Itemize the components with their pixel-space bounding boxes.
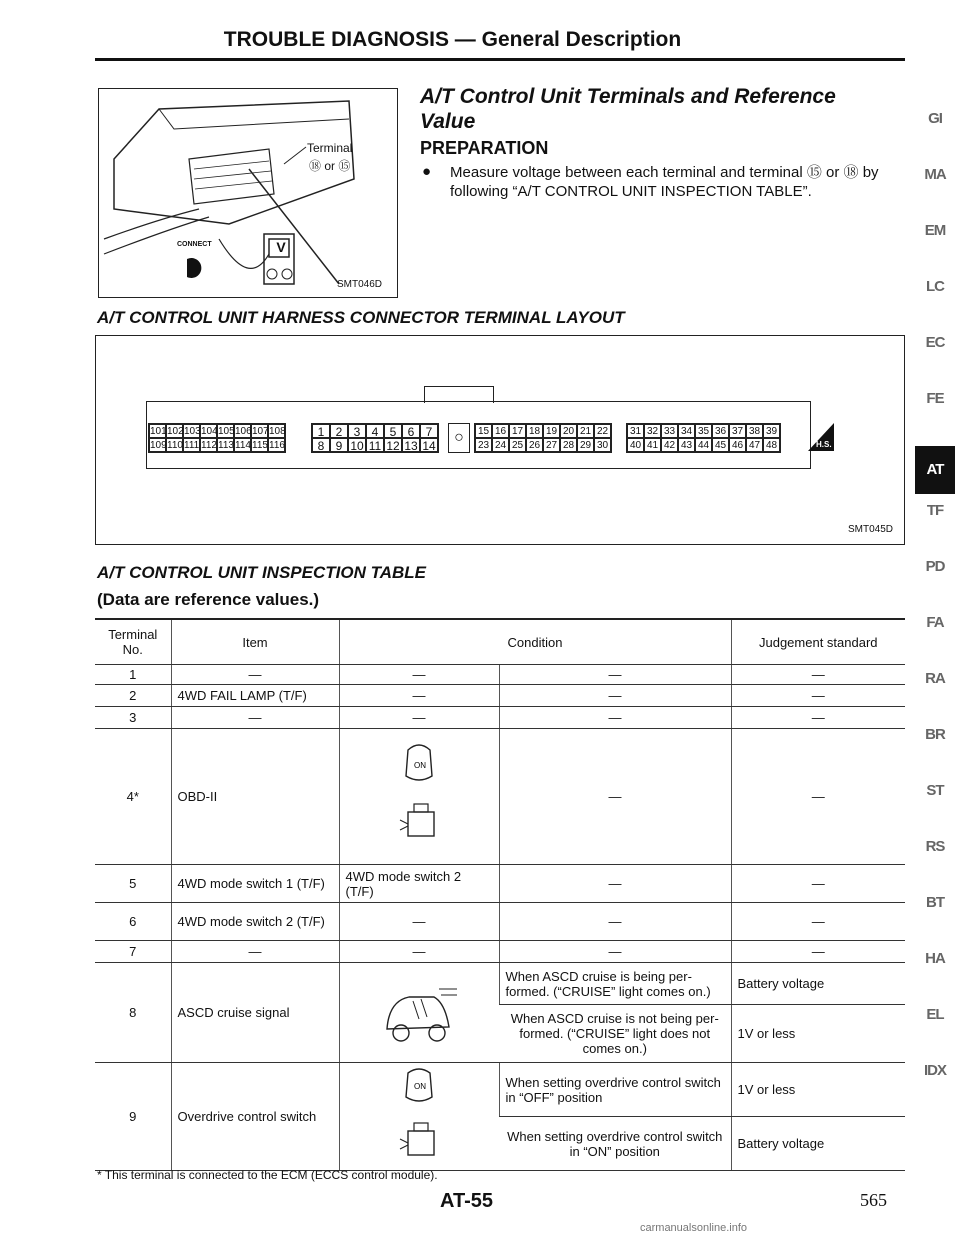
svg-text:ON: ON [414, 1082, 426, 1091]
table-caption: A/T CONTROL UNIT INSPECTION TABLE [97, 563, 426, 582]
connector-pin: 35 [695, 424, 712, 438]
terminal-no: 3 [95, 707, 171, 729]
svg-text:ON: ON [414, 761, 426, 770]
item-cell: OBD-II [171, 729, 339, 865]
item-cell: — [171, 941, 339, 963]
connector-pin: 14 [420, 438, 438, 452]
page-label: AT-55 [440, 1190, 493, 1212]
table-row [95, 685, 905, 707]
connector-pin: 48 [763, 438, 780, 452]
connector-pin: 2 [330, 424, 348, 438]
judgement-cell: 1V or less [731, 1005, 905, 1063]
terminal-no: 1 [95, 665, 171, 685]
connector-pin: 47 [746, 438, 763, 452]
connector-pin: 8 [312, 438, 330, 452]
connector-pin: 46 [729, 438, 746, 452]
connector-pin: 16 [492, 424, 509, 438]
ignition-on-and-engine-icon [394, 1065, 444, 1165]
connector-latch [424, 386, 494, 403]
connector-pin: 24 [492, 438, 509, 452]
side-tab-ec[interactable]: EC [925, 334, 945, 351]
condition-detail-cell: — [499, 903, 731, 941]
condition-cell: — [339, 665, 499, 685]
connector-pin: 43 [678, 438, 695, 452]
terminal-no: 5 [95, 865, 171, 903]
table-row [95, 941, 905, 963]
connector-pin: 21 [577, 424, 594, 438]
table-row [95, 707, 905, 729]
connector-pin: 109 [150, 440, 167, 451]
condition-detail-cell: — [499, 941, 731, 963]
connector-pin: 29 [577, 438, 594, 452]
connector-pin: 110 [167, 440, 183, 451]
condition-detail-cell: When ASCD cruise is being per- formed. (“CRUISE” light comes on.) [499, 963, 731, 1005]
side-tab-idx[interactable]: IDX [923, 1062, 946, 1079]
side-tab-bt[interactable]: BT [926, 894, 944, 911]
section-title: A/T Control Unit Terminals and Reference Value [420, 85, 836, 133]
side-tab-at[interactable]: AT [915, 446, 955, 494]
connector-block-31-48 [626, 423, 781, 453]
item-cell: 4WD mode switch 2 (T/F) [171, 903, 339, 941]
side-tab-lc[interactable]: LC [926, 278, 944, 295]
connector-key: ○ [448, 423, 470, 453]
connector-pin: 102 [167, 426, 184, 437]
terminal-no: 9 [95, 1063, 171, 1171]
side-tab-gi[interactable]: GI [928, 110, 942, 127]
header-judgement: Judgement standard [731, 619, 905, 665]
connector-pin: 13 [402, 438, 420, 452]
connector-pin: 104 [201, 426, 218, 437]
judgement-cell: Battery voltage [731, 1117, 905, 1171]
connector-pin: 32 [644, 424, 661, 438]
connector-pin: 115 [252, 440, 268, 451]
terminal-no: 2 [95, 685, 171, 707]
judgement-cell: Battery voltage [731, 963, 905, 1005]
connector-pin: 28 [560, 438, 577, 452]
connector-pin: 111 [184, 440, 200, 451]
control-unit-illustration [99, 89, 396, 296]
judgement-cell: — [731, 665, 905, 685]
connector-pin: 7 [420, 424, 438, 438]
judgement-cell: — [731, 865, 905, 903]
connector-pin: 108 [269, 426, 286, 437]
condition-cell: — [339, 903, 499, 941]
item-cell: — [171, 707, 339, 729]
connector-pin: 37 [729, 424, 746, 438]
connector-pin: 39 [763, 424, 780, 438]
judgement-cell: 1V or less [731, 1063, 905, 1117]
connector-pin: 25 [509, 438, 526, 452]
connector-pin: 11 [366, 438, 384, 452]
preparation-bullet: Measure voltage between each terminal and terminal ⑮ or ⑱ by following “A/T CONTROL UNIT INSPECTION TABLE”. [450, 164, 879, 200]
ignition-icons-cell [339, 729, 499, 865]
item-cell: 4WD FAIL LAMP (T/F) [171, 685, 339, 707]
judgement-cell: — [731, 941, 905, 963]
connector-block-101-116 [148, 423, 286, 453]
connector-pin: 101 [150, 426, 167, 437]
terminal-no: 7 [95, 941, 171, 963]
figure1-code: SMT046D [337, 279, 383, 290]
terminal-no: 8 [95, 963, 171, 1063]
connector-pin: 45 [712, 438, 729, 452]
condition-detail-cell: When setting overdrive control switch in “OFF” position [499, 1063, 731, 1117]
condition-cell: — [339, 941, 499, 963]
ignition-on-and-engine-icon [394, 740, 444, 850]
table-row [95, 1063, 905, 1117]
connector-pin: 106 [235, 426, 252, 437]
connector-pin: 113 [218, 440, 234, 451]
page-number: 565 [860, 1190, 887, 1210]
connector-pin: 20 [560, 424, 577, 438]
figure-connector-layout [95, 335, 905, 545]
driving-icon-cell [339, 963, 499, 1063]
ignition-icons-cell [339, 1063, 499, 1171]
connector-pin: 103 [184, 426, 201, 437]
connector-pin: 34 [678, 424, 695, 438]
item-cell: ASCD cruise signal [171, 963, 339, 1063]
connector-pin: 30 [594, 438, 611, 452]
connector-pin: 36 [712, 424, 729, 438]
side-tab-ha[interactable]: HA [925, 950, 945, 967]
connector-pin: 1 [312, 424, 330, 438]
side-tab-pd[interactable]: PD [925, 558, 945, 575]
condition-detail-cell: — [499, 707, 731, 729]
connector-pin: 17 [509, 424, 526, 438]
connect-label: CONNECT [177, 241, 212, 248]
table-row [95, 865, 905, 903]
connector-pin: 4 [366, 424, 384, 438]
voltmeter-label: V [276, 239, 286, 255]
connector-pin: 112 [201, 440, 217, 451]
side-tab-rs[interactable]: RS [925, 838, 945, 855]
condition-detail-cell: — [499, 729, 731, 865]
judgement-cell: — [731, 685, 905, 707]
condition-cell: — [339, 707, 499, 729]
connector-pin: 27 [543, 438, 560, 452]
header-item: Item [171, 619, 339, 665]
connector-pin: 105 [218, 426, 235, 437]
connector-block-1-14 [311, 423, 439, 453]
connector-pin: 18 [526, 424, 543, 438]
car-driving-icon [379, 971, 459, 1051]
hs-label: H.S. [816, 440, 832, 449]
table-row [95, 729, 905, 865]
connector-pin: 41 [644, 438, 661, 452]
terminal-no: 4* [95, 729, 171, 865]
connector-pin: 5 [384, 424, 402, 438]
table-row [95, 665, 905, 685]
side-tab-br[interactable]: BR [925, 726, 945, 743]
side-tab-st[interactable]: ST [926, 782, 944, 799]
connector-pin: 116 [269, 440, 285, 451]
connector-pin: 33 [661, 424, 678, 438]
connector-pin: 31 [627, 424, 644, 438]
side-tab-em[interactable]: EM [924, 222, 946, 239]
inspection-table [95, 618, 905, 1171]
side-tab-fe[interactable]: FE [926, 390, 944, 407]
footnote: * This terminal is connected to the ECM (ECCS control module). [97, 1168, 438, 1182]
connector-pin: 42 [661, 438, 678, 452]
header-condition: Condition [339, 619, 731, 665]
condition-detail-cell: — [499, 685, 731, 707]
side-tab-tf[interactable]: TF [926, 502, 944, 519]
item-cell: 4WD mode switch 1 (T/F) [171, 865, 339, 903]
connector-pin: 15 [475, 424, 492, 438]
side-tab-fa[interactable]: FA [926, 614, 944, 631]
connector-pin: 107 [252, 426, 269, 437]
condition-detail-cell: — [499, 865, 731, 903]
connector-pin: 114 [235, 440, 251, 451]
connector-pin: 38 [746, 424, 763, 438]
item-cell: Overdrive control switch [171, 1063, 339, 1171]
table-row [95, 903, 905, 941]
connector-block-15-30 [474, 423, 612, 453]
terminal-label: Terminal [307, 141, 353, 155]
connector-pin: 40 [627, 438, 644, 452]
preparation-heading: PREPARATION [420, 138, 549, 158]
condition-cell: — [339, 685, 499, 707]
table-row [95, 963, 905, 1005]
table-subcaption: (Data are reference values.) [97, 590, 320, 609]
bullet-dot: ● [422, 163, 432, 180]
connector-pin: 10 [348, 438, 366, 452]
side-tab-el[interactable]: EL [926, 1006, 944, 1023]
condition-detail-cell: When ASCD cruise is not being per- formed. (“CRUISE” light does not comes on.) [499, 1005, 731, 1063]
judgement-cell: — [731, 707, 905, 729]
connector-pin: 22 [594, 424, 611, 438]
side-tab-ma[interactable]: MA [924, 166, 946, 183]
terminal-no: 6 [95, 903, 171, 941]
item-cell: — [171, 665, 339, 685]
connector-pin: 26 [526, 438, 543, 452]
connector-pin: 6 [402, 424, 420, 438]
judgement-cell: — [731, 903, 905, 941]
connector-pin: 44 [695, 438, 712, 452]
connector-pin: 3 [348, 424, 366, 438]
connector-pin: 9 [330, 438, 348, 452]
figure-voltage-measurement [98, 88, 398, 298]
connector-caption: A/T CONTROL UNIT HARNESS CONNECTOR TERMINAL LAYOUT [97, 308, 625, 327]
page-header: TROUBLE DIAGNOSIS — General Description [223, 28, 682, 51]
terminal-sub-label: ⑱ or ⑮ [309, 159, 351, 173]
figure2-code: SMT045D [848, 524, 894, 535]
side-tab-ra[interactable]: RA [925, 670, 945, 687]
hs-connector-icon [806, 421, 836, 453]
condition-detail-cell: When setting overdrive control switch in “ON” position [499, 1117, 731, 1171]
judgement-cell: — [731, 729, 905, 865]
connector-pin: 19 [543, 424, 560, 438]
condition-detail-cell: — [499, 665, 731, 685]
header-terminal: Terminal No. [95, 619, 171, 665]
connector-pin: 12 [384, 438, 402, 452]
header-rule [95, 58, 905, 61]
watermark: carmanualsonline.info [640, 1222, 748, 1234]
table-header-row [95, 619, 905, 665]
connector-pin: 23 [475, 438, 492, 452]
condition-cell: 4WD mode switch 2 (T/F) [339, 865, 499, 903]
